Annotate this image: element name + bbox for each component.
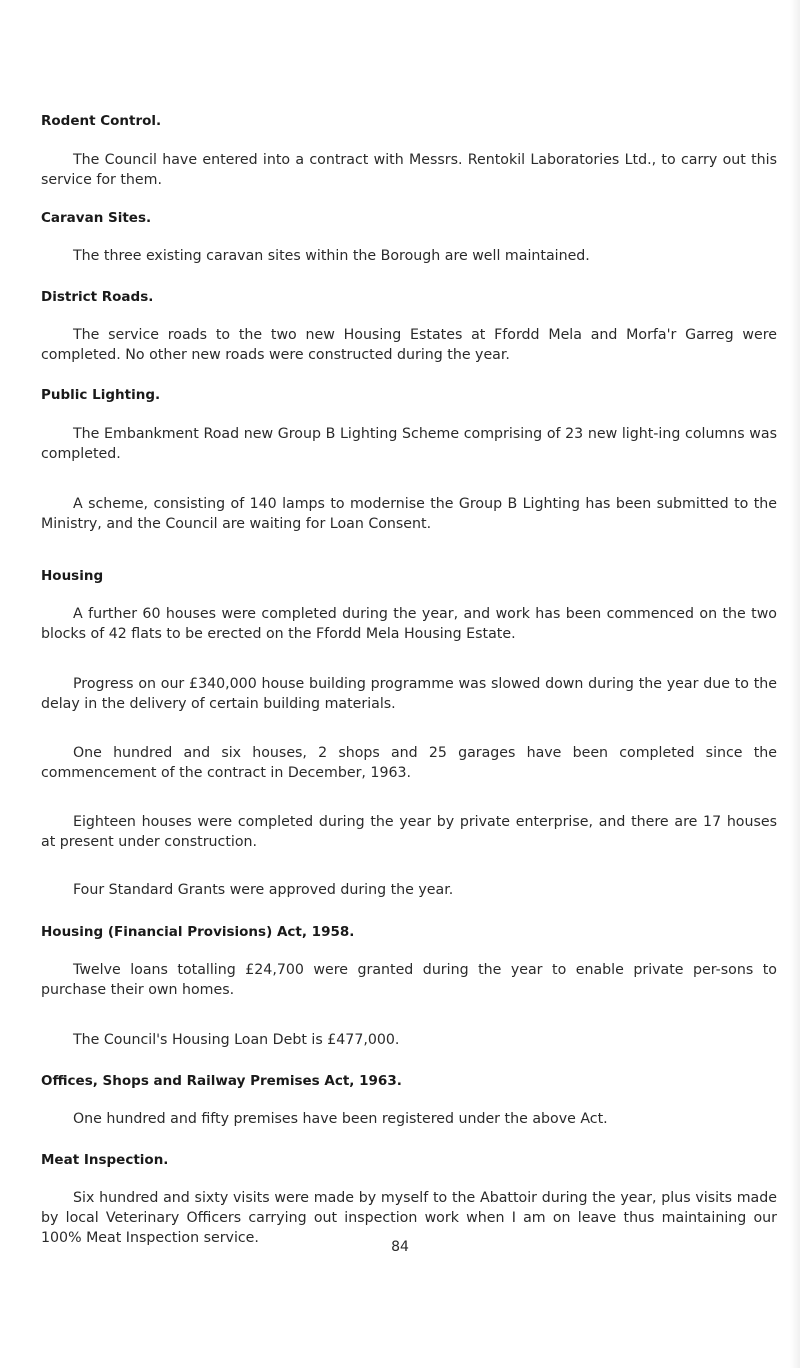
paragraph: The Council have entered into a contract with Messrs. Rentokil Laboratories Ltd., to carry out this service for them.	[41, 152, 777, 188]
heading-caravan-sites: Caravan Sites.	[41, 210, 152, 226]
paragraph: The service roads to the two new Housing Estates at Ffordd Mela and Morfa'r Garreg were completed. No other new roads were constructed during the year.	[41, 327, 777, 363]
heading-offices-shops-railway: Offices, Shops and Railway Premises Act, 1963.	[41, 1073, 402, 1089]
paragraph: Twelve loans totalling £24,700 were granted during the year to enable private per-sons to purchase their own homes.	[41, 962, 777, 998]
paragraph: A scheme, consisting of 140 lamps to modernise the Group B Lighting has been submitted to the Ministry, and the Council are waiting for Loan Consent.	[41, 496, 777, 532]
paragraph: Progress on our £340,000 house building programme was slowed down during the year due to the delay in the delivery of certain building materials.	[41, 676, 777, 712]
heading-district-roads: District Roads.	[41, 289, 154, 305]
heading-rodent-control: Rodent Control.	[41, 113, 162, 129]
paragraph: The three existing caravan sites within the Borough are well maintained.	[73, 248, 590, 264]
paragraph: The Council's Housing Loan Debt is £477,000.	[73, 1032, 400, 1048]
heading-housing-financial-provisions: Housing (Financial Provisions) Act, 1958.	[41, 924, 355, 940]
page-number: 84	[391, 1239, 409, 1255]
paragraph: One hundred and six houses, 2 shops and 25 garages have been completed since the commencement of the contract in December, 1963.	[41, 745, 777, 781]
paragraph: Four Standard Grants were approved during the year.	[73, 882, 454, 898]
paragraph: Six hundred and sixty visits were made by myself to the Abattoir during the year, plus visits made by local Veterinary Officers carrying out inspection work when I am on leave thus maintaining our 100% Meat Inspection service.	[41, 1190, 777, 1246]
paragraph: The Embankment Road new Group B Lighting Scheme comprising of 23 new light-ing columns was completed.	[41, 426, 777, 462]
paragraph: Eighteen houses were completed during the year by private enterprise, and there are 17 houses at present under construction.	[41, 814, 777, 850]
heading-public-lighting: Public Lighting.	[41, 387, 161, 403]
paragraph: A further 60 houses were completed during the year, and work has been commenced on the two blocks of 42 flats to be erected on the Ffordd Mela Housing Estate.	[41, 606, 777, 642]
heading-meat-inspection: Meat Inspection.	[41, 1152, 169, 1168]
paragraph: One hundred and fifty premises have been registered under the above Act.	[73, 1111, 608, 1127]
heading-housing: Housing	[41, 568, 104, 584]
page-edge-shadow	[790, 0, 800, 1368]
